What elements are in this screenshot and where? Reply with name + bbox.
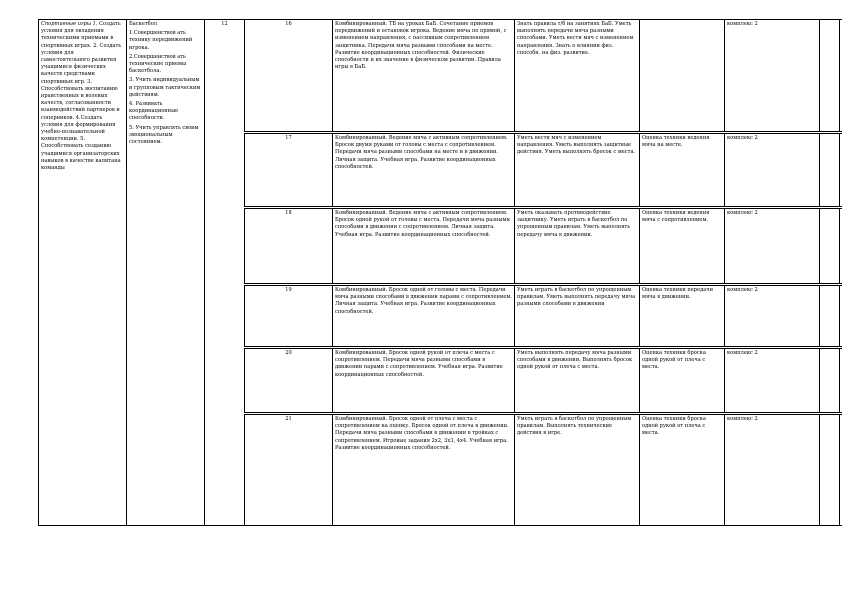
tasks-title: Баскетбол <box>129 21 158 27</box>
task-item: 1.Совершенствов ать технику передвижений игрока. <box>129 30 193 51</box>
lesson-skills: Уметь вести мяч с изменением направления. Уметь выполнять защитные действия. Уметь выполнять бросок с места. <box>515 133 640 208</box>
lesson-content: Комбинированный. Ведение мяча с активным сопротивлением. Бросок одной рукой от головы с места. Передачи мяча разными способами в движении с сопротивлением. Личная защита. Учебная игра. Развитие координационных способностей. <box>333 208 515 285</box>
lesson-control: Оценка техники передачи мяча в движении. <box>640 285 725 348</box>
lesson-skills: Уметь оказывать противодействие защитнику. Уметь играть в баскетбол по упрощенным правилам. Уметь выполнять передачу мяча в движении. <box>515 208 640 285</box>
empty-cell <box>820 208 840 285</box>
task-item: 2.Совершенствов ать технические приемы баскетбола. <box>129 53 187 75</box>
lesson-number: 21 <box>245 414 333 526</box>
empty-cell <box>820 133 840 208</box>
lesson-number: 18 <box>245 208 333 285</box>
lesson-homework: комплекс 2 <box>725 348 820 414</box>
lesson-content: Комбинированный. Бросок одной от плеча с места с сопротивлением на оценку. Бросок одной от плеча в движении. Передачи мяча разными способами в движении в тройках с сопротивлением. Игровые задания 2х2, 3х3, 4х4. Учебная игра. Развитие координационных способностей. <box>333 414 515 526</box>
goals-text: Создать условия для овладения техническими приемами в спортивных играх. 2. Создать условия для самостоятельного развития учащимися физических качеств средствами спортивных игр. 3. Способствовать воспитанию нравственных и волевых качеств, согласованности взаимодействий партнеров и соперников. 4.Создать условия для формирования учебно-познавательной компетенции. 5. Способствовать созданию учащимися организаторских навыков в качестве капитана команды <box>41 21 122 172</box>
lesson-content: Комбинированный. ТБ на уроках БаБ. Сочетание приемов передвижений и остановок игрока. Ведение мяча по прямой, с изменением направления, с пассивным сопротивлением защитника. Передачи мяча разными способами на месте. Развитие координационных способностей. Физические способности и их значение в физическом развитии. Правила игры в БаБ. <box>333 20 515 133</box>
empty-cell <box>820 348 840 414</box>
lesson-homework: комплекс 2 <box>725 208 820 285</box>
task-item: 4. Развивать координационные способности. <box>129 101 179 122</box>
lesson-control <box>640 20 725 133</box>
hours-cell: 12 <box>205 20 245 526</box>
lesson-content: Комбинированный. Бросок одной рукой от плеча с места с сопротивлением. Передачи мяча разными способами в движении парами с сопротивлением. Учебная игра. Развитие координационных способностей. <box>333 348 515 414</box>
task-item: 5. Учить управлять своим эмоциональным состоянием. <box>129 124 199 146</box>
lesson-content: Комбинированный. Ведение мяча с активным сопротивлением. Бросок двумя руками от головы с места с сопротивлением. Передачи мяча разными способами на месте и в движении. Личная защита. Учебная игра. Развитие координационных способностей. <box>333 133 515 208</box>
lesson-plan-table <box>38 19 842 526</box>
goals-cell <box>39 20 127 526</box>
lesson-skills: Уметь играть в баскетбол по упрощенным правилам. Выполнять технические действия в игре. <box>515 414 640 526</box>
task-item: 3. Учить индивидуальным и групповым тактическим действиям. <box>129 77 201 98</box>
lesson-homework: комплекс 2 <box>725 285 820 348</box>
lesson-number: 17 <box>245 133 333 208</box>
lesson-content: Комбинированный. Бросок одной от головы с места. Передачи мяча разными способами в движении парами с сопротивлением. Личная защита. Учебная игра. Развитие координационных способностей. <box>333 285 515 348</box>
lesson-control: Оценка техники ведения мяча с сопротивлением. <box>640 208 725 285</box>
lesson-control: Оценка техники броска одной рукой от плеча с места. <box>640 414 725 526</box>
lesson-skills: Уметь выполнять передачу мяча разными способами в движении. Выполнять бросок одной рукой от плеча с места. <box>515 348 640 414</box>
lesson-skills: Уметь играть в баскетбол по упрощенным правилам. Уметь выполнять передачу мяча разными способами в движении <box>515 285 640 348</box>
lesson-homework: комплекс 2 <box>725 20 820 133</box>
empty-cell <box>820 20 840 133</box>
empty-cell <box>820 414 840 526</box>
lesson-number: 16 <box>245 20 333 133</box>
lesson-homework: комплекс 2 <box>725 414 820 526</box>
section-title: Спортивные игры 1. <box>41 21 98 27</box>
lesson-number: 19 <box>245 285 333 348</box>
lesson-number: 20 <box>245 348 333 414</box>
lesson-control: Оценка техники броска одной рукой от плеча с места. <box>640 348 725 414</box>
lesson-control: Оценка техники ведения мяча на месте. <box>640 133 725 208</box>
tasks-cell <box>127 20 205 526</box>
lesson-skills: Знать правила т/б на занятиях БаБ. Уметь выполнять передачи мяча разными способами. Уметь вести мяч с изменением направления. Знать о влиянии физ. способн. на физ. развитие. <box>515 20 640 133</box>
table-row <box>39 20 842 133</box>
lesson-homework: комплекс 2 <box>725 133 820 208</box>
empty-cell <box>820 285 840 348</box>
